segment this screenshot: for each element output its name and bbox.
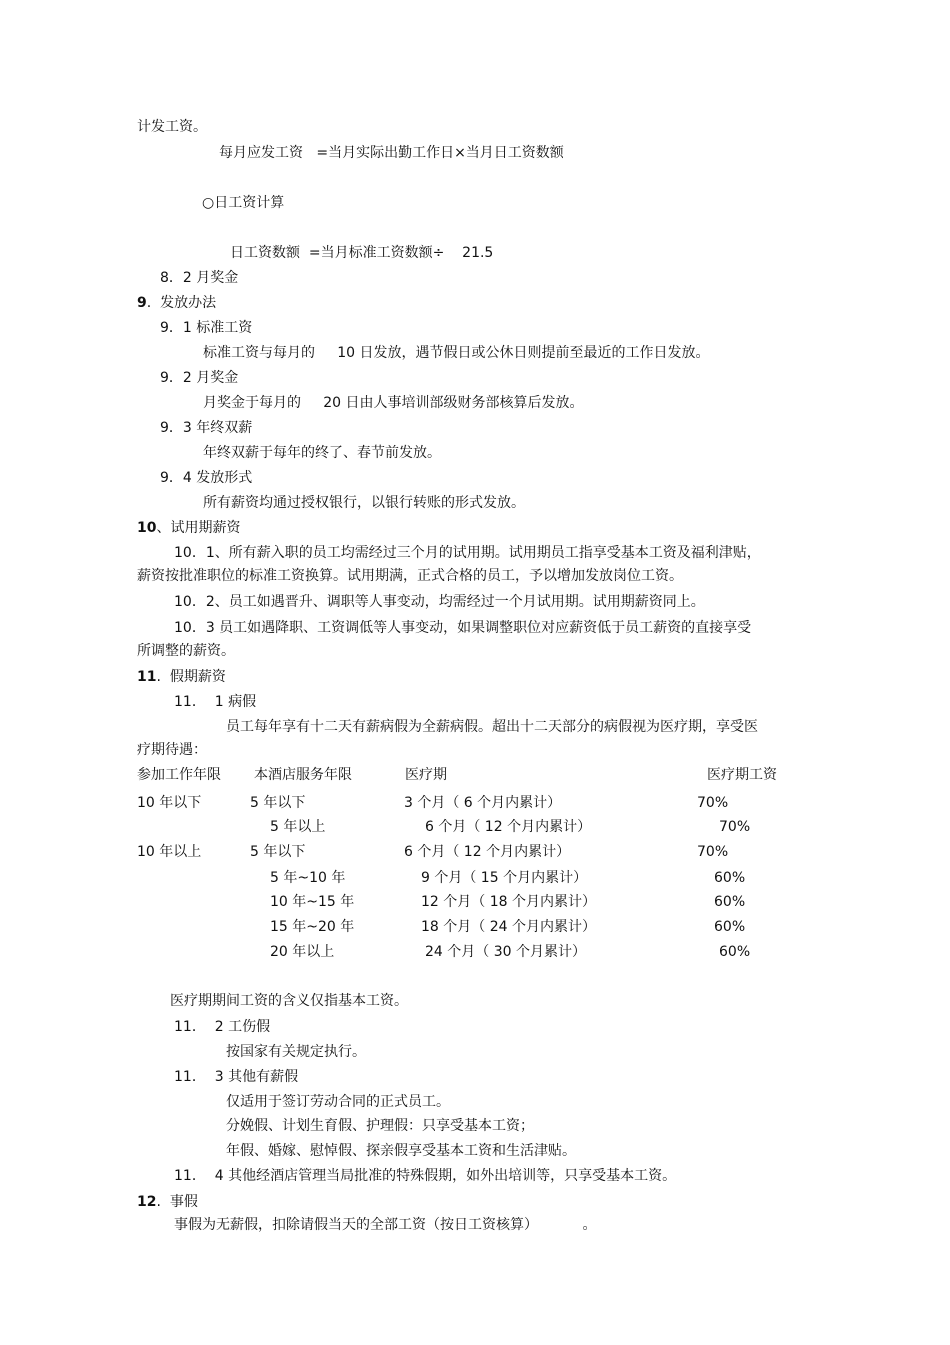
text-line: 所调整的薪资。 (137, 643, 235, 659)
table-header: 医疗期 (405, 767, 447, 783)
table-cell: 3 个月（ 6 个月内累计） (404, 795, 562, 811)
table-header: 参加工作年限 (137, 767, 221, 783)
text-line: 薪资按批准职位的标准工资换算。试用期满，正式合格的员工，予以增加发放岗位工资。 (137, 568, 683, 584)
section-11-2: 11． 2 工伤假 (174, 1019, 271, 1035)
text-line: 仅适用于签订劳动合同的正式员工。 (226, 1094, 450, 1110)
text-line: 月奖金于每月的 20 日由人事培训部级财务部核算后发放。 (203, 395, 584, 411)
table-cell: 10 年以下 (137, 795, 202, 811)
section-title: 、试用期薪资 (156, 520, 241, 536)
section-title: . 事假 (156, 1194, 198, 1210)
table-cell: 6 个月（ 12 个月内累计） (425, 819, 592, 835)
formula-daily-pay: 日工资数额 =当月标准工资数额÷ 21.5 (230, 245, 494, 261)
section-11-1: 11． 1 病假 (174, 694, 257, 710)
section-9-1: 9．1 标准工资 (160, 320, 253, 336)
table-cell: 24 个月（ 30 个月累计） (425, 944, 586, 960)
table-cell: 60% (719, 944, 751, 960)
text-line: 年假、婚嫁、慰悼假、探亲假享受基本工资和生活津贴。 (226, 1143, 576, 1159)
formula-monthly-pay: 每月应发工资 =当月实际出勤工作日×当月日工资数额 (219, 145, 564, 161)
section-title: . 假期薪资 (156, 669, 226, 685)
table-cell: 10 年~15 年 (270, 894, 355, 910)
text-line: 疗期待遇： (137, 742, 207, 758)
section-11-heading (137, 670, 226, 684)
table-cell: 5 年以上 (270, 819, 326, 835)
table-cell: 6 个月（ 12 个月内累计） (404, 844, 571, 860)
text-line: 事假为无薪假，扣除请假当天的全部工资（按日工资核算） 。 (174, 1217, 597, 1233)
text-line: 分娩假、计划生育假、护理假：只享受基本工资； (226, 1118, 534, 1134)
table-cell: 5 年以下 (250, 844, 306, 860)
section-8-2: 8．2 月奖金 (160, 270, 239, 286)
section-11-3: 11． 3 其他有薪假 (174, 1069, 299, 1085)
section-number: 12 (137, 1194, 157, 1210)
table-cell: 70% (697, 844, 729, 860)
table-cell: 5 年以下 (250, 795, 306, 811)
table-cell: 60% (714, 870, 746, 886)
table-cell: 12 个月（ 18 个月内累计） (421, 894, 596, 910)
table-cell: 18 个月（ 24 个月内累计） (421, 919, 596, 935)
table-header: 本酒店服务年限 (254, 767, 352, 783)
section-title: . 发放办法 (146, 295, 217, 311)
table-cell: 60% (714, 919, 746, 935)
text-line: 计发工资。 (137, 119, 207, 135)
text-line: 按国家有关规定执行。 (226, 1044, 366, 1060)
table-cell: 70% (719, 819, 751, 835)
section-number: 11 (137, 669, 157, 685)
text-line: 年终双薪于每年的终了、春节前发放。 (203, 445, 441, 461)
text-line: 标准工资与每月的 10 日发放，遇节假日或公休日则提前至最近的工作日发放。 (203, 345, 710, 361)
table-cell: 5 年~10 年 (270, 870, 346, 886)
table-cell: 60% (714, 894, 746, 910)
section-11-4: 11． 4 其他经酒店管理当局批准的特殊假期，如外出培训等，只享受基本工资。 (174, 1168, 677, 1184)
section-9-4: 9．4 发放形式 (160, 470, 253, 486)
text-line: 10．1、所有薪入职的员工均需经过三个月的试用期。试用期员工指享受基本工资及福利津贴， (174, 545, 761, 561)
table-cell: 10 年以上 (137, 844, 202, 860)
section-9-3: 9．3 年终双薪 (160, 420, 253, 436)
section-number: 10 (137, 520, 157, 536)
table-header: 医疗期工资 (707, 767, 777, 783)
text-line: 医疗期期间工资的含义仅指基本工资。 (170, 993, 408, 1009)
table-cell: 70% (697, 795, 729, 811)
text-line: 员工每年享有十二天有薪病假为全薪病假。超出十二天部分的病假视为医疗期，享受医 (226, 719, 758, 735)
section-12-heading (137, 1195, 198, 1209)
section-number: 9 (137, 295, 147, 311)
table-cell: 20 年以上 (270, 944, 335, 960)
subheading-daily-pay: ○日工资计算 (202, 195, 285, 211)
section-9-heading (137, 296, 216, 310)
section-9-2: 9．2 月奖金 (160, 370, 239, 386)
text-line: 所有薪资均通过授权银行，以银行转账的形式发放。 (203, 495, 525, 511)
table-cell: 9 个月（ 15 个月内累计） (421, 870, 588, 886)
table-cell: 15 年~20 年 (270, 919, 355, 935)
section-10-heading (137, 521, 240, 535)
text-line: 10．3 员工如遇降职、工资调低等人事变动，如果调整职位对应薪资低于员工薪资的直接享受 (174, 620, 752, 636)
text-line: 10．2、员工如遇晋升、调职等人事变动，均需经过一个月试用期。试用期薪资同上。 (174, 594, 705, 610)
